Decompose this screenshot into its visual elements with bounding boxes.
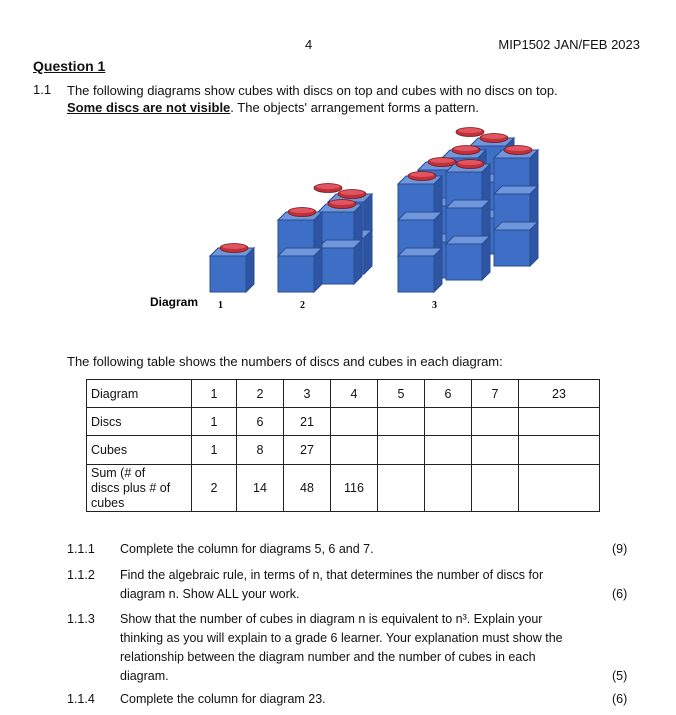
- q114-text: [120, 690, 600, 709]
- col-header: 5: [378, 380, 425, 408]
- q111-marks: (9): [612, 542, 628, 556]
- table-cell: [378, 436, 425, 465]
- q114-line: Complete the column for diagram 23.: [120, 692, 326, 706]
- table-cell: 116: [331, 465, 378, 512]
- course-code: MIP1502 JAN/FEB 2023: [498, 37, 640, 52]
- row-header-diagram: Diagram: [87, 380, 192, 408]
- q113-line: Show that the number of cubes in diagram n is equivalent to n³. Explain your: [120, 612, 543, 626]
- q113-number: 1.1.3: [67, 612, 95, 626]
- q112-line: diagram n. Show ALL your work.: [120, 587, 300, 601]
- q112-marks: (6): [612, 587, 628, 601]
- diagram-1-label: 1: [218, 300, 223, 311]
- table-cell: [472, 436, 519, 465]
- diagram-3: [398, 128, 538, 293]
- diagram-2-label: 2: [300, 300, 305, 311]
- table-cell: [331, 408, 378, 436]
- table-cell: 14: [237, 465, 284, 512]
- row-label: Cubes: [87, 436, 192, 465]
- table-intro: The following table shows the numbers of discs and cubes in each diagram:: [67, 354, 503, 369]
- row-label-line: discs plus # of: [91, 480, 171, 495]
- q112-number: 1.1.2: [67, 568, 95, 582]
- table-cell: 27: [284, 436, 331, 465]
- q111-number: 1.1.1: [67, 542, 95, 556]
- data-table: [86, 379, 600, 512]
- table-cell: [425, 408, 472, 436]
- table-row-discs: [87, 408, 600, 436]
- table-cell: [425, 465, 472, 512]
- diagram-3-label: 3: [432, 300, 437, 311]
- table-cell: [378, 465, 425, 512]
- page-number: 4: [305, 37, 313, 52]
- table-row-cubes: [87, 436, 600, 465]
- table-cell: 1: [192, 408, 237, 436]
- table-cell: [331, 436, 378, 465]
- row-label-line: Sum (# of: [91, 465, 146, 480]
- intro-text-1: The following diagrams show cubes with discs on top and cubes with no discs on top.: [67, 83, 558, 98]
- q113-marks: (5): [612, 669, 628, 683]
- col-header: 1: [192, 380, 237, 408]
- diagram-1: [210, 244, 254, 293]
- table-row-sum: [87, 465, 600, 512]
- q114-number: 1.1.4: [67, 692, 95, 706]
- table-cell: [378, 408, 425, 436]
- col-header: 7: [472, 380, 519, 408]
- q112-line: Find the algebraic rule, in terms of n, that determines the number of discs for: [120, 568, 544, 582]
- q113-text: [120, 610, 600, 686]
- intro-text-2: . The objects' arrangement forms a pattern.: [230, 100, 479, 115]
- table-cell: 21: [284, 408, 331, 436]
- subquestion-number: 1.1: [33, 82, 52, 97]
- table-cell: 6: [237, 408, 284, 436]
- intro-emphasis: Some discs are not visible: [67, 100, 231, 115]
- q114-marks: (6): [612, 692, 628, 706]
- q113-line: thinking as you will explain to a grade 6 learner. Your explanation must show the: [120, 631, 563, 645]
- diagram-label: Diagram: [150, 295, 199, 309]
- q112-text: [120, 566, 600, 604]
- q113-line: relationship between the diagram number and the number of cubes in each: [120, 650, 536, 664]
- table-cell: 48: [284, 465, 331, 512]
- diagram-2: [278, 184, 372, 293]
- col-header: 4: [331, 380, 378, 408]
- table-cell: [472, 408, 519, 436]
- table-cell: 2: [192, 465, 237, 512]
- q111-text: [120, 540, 600, 559]
- q111-line: Complete the column for diagrams 5, 6 and 7.: [120, 542, 374, 556]
- col-header: 23: [519, 380, 600, 408]
- row-label: [87, 465, 192, 512]
- col-header: 2: [237, 380, 284, 408]
- table-cell: 1: [192, 436, 237, 465]
- cube-diagrams: [0, 0, 676, 330]
- table-cell: [472, 465, 519, 512]
- table-cell: [425, 436, 472, 465]
- question-title: Question 1: [33, 58, 106, 74]
- col-header: 6: [425, 380, 472, 408]
- col-header: 3: [284, 380, 331, 408]
- table-cell: [519, 436, 600, 465]
- table-cell: [519, 408, 600, 436]
- table-header-row: [87, 380, 600, 408]
- q113-line: diagram.: [120, 669, 169, 683]
- table-cell: 8: [237, 436, 284, 465]
- row-label: Discs: [87, 408, 192, 436]
- table-cell: [519, 465, 600, 512]
- row-label-line: cubes: [91, 495, 125, 510]
